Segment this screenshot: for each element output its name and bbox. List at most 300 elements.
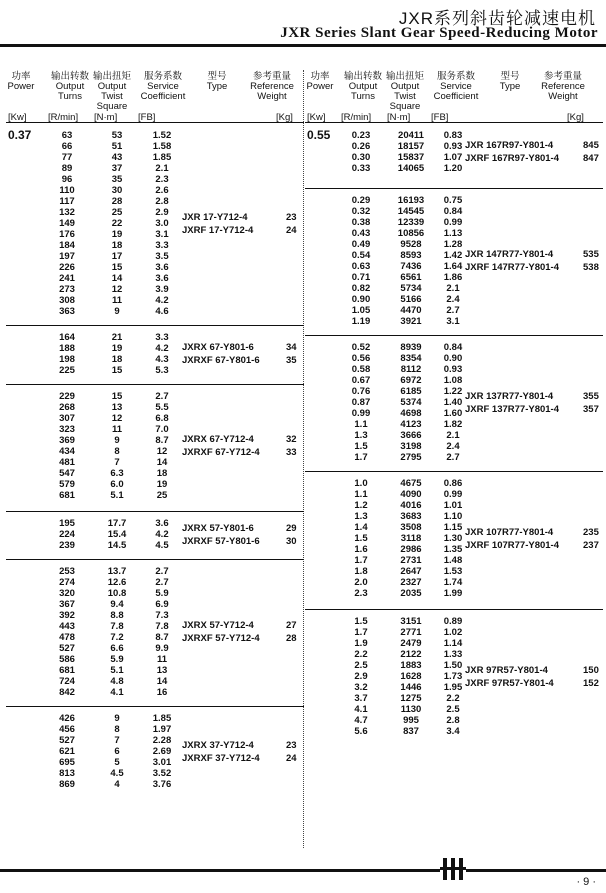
model-name: JXRXF 37-Y712-4 — [182, 752, 260, 764]
service-coefficient-value: 1.50 — [443, 660, 463, 671]
table-group — [305, 471, 603, 609]
jx-logo-icon — [440, 855, 466, 885]
model-weight: 35 — [286, 355, 297, 366]
model-weight: 150 — [583, 664, 599, 676]
table-row — [305, 294, 603, 305]
header-power-unit: [Kw] — [307, 112, 326, 123]
output-twist-value: 43 — [111, 152, 123, 163]
header-service-line: Service — [440, 81, 472, 92]
output-turns-value: 621 — [59, 746, 75, 757]
table-row — [305, 726, 603, 737]
header-weight-unit: [Kg] — [567, 112, 584, 123]
output-twist-value: 5.1 — [110, 665, 124, 676]
model-name: JXRXF 57-Y801-6 — [182, 535, 260, 547]
header-weight — [246, 72, 298, 102]
service-coefficient-value: 0.93 — [443, 364, 463, 375]
output-turns-value: 239 — [59, 540, 75, 551]
service-coefficient-value: 5.3 — [155, 365, 169, 376]
output-turns-value: 1.8 — [354, 566, 368, 577]
model-name: JXR 137R77-Y801-4 — [465, 390, 554, 402]
output-turns-value: 77 — [61, 152, 73, 163]
model-types — [182, 739, 297, 765]
output-turns-value: 527 — [59, 643, 75, 654]
table-row — [6, 196, 304, 207]
output-turns-value: 0.87 — [351, 397, 371, 408]
output-twist-value: 4.5 — [110, 768, 124, 779]
output-twist-value: 3118 — [400, 533, 422, 544]
service-coefficient-value: 1.52 — [152, 130, 172, 141]
model-entry — [465, 261, 599, 274]
model-weight: 235 — [583, 526, 599, 538]
model-entry — [182, 522, 297, 535]
service-coefficient-value: 2.4 — [446, 294, 460, 305]
output-turns-value: 268 — [59, 402, 75, 413]
output-twist-value: 6561 — [400, 272, 422, 283]
output-twist-value: 20411 — [398, 130, 424, 141]
service-coefficient-value: 4.2 — [155, 343, 169, 354]
table-row — [6, 713, 304, 724]
service-coefficient-value: 0.93 — [443, 141, 463, 152]
header-output-turns-line: Turns — [58, 91, 82, 102]
service-coefficient-value: 6.8 — [155, 413, 169, 424]
output-twist-value: 17 — [111, 251, 123, 262]
service-coefficient-value: 2.6 — [155, 185, 169, 196]
service-coefficient-value: 0.83 — [443, 130, 463, 141]
service-coefficient-value: 2.7 — [155, 577, 169, 588]
table-row — [305, 660, 603, 671]
service-coefficient-value: 1.30 — [443, 533, 463, 544]
output-twist-value: 4016 — [400, 500, 422, 511]
header-service-line: Coefficient — [140, 91, 186, 102]
table-row — [305, 452, 603, 463]
output-turns-value: 363 — [59, 306, 75, 317]
table-group — [305, 188, 603, 335]
header-output-turns-line: Output — [348, 81, 378, 92]
service-coefficient-value: 2.1 — [446, 430, 460, 441]
table-row — [305, 693, 603, 704]
output-twist-value: 1883 — [400, 660, 422, 671]
output-turns-value: 478 — [59, 632, 75, 643]
output-twist-value: 8939 — [400, 342, 422, 353]
output-turns-value: 323 — [59, 424, 75, 435]
model-weight: 24 — [286, 224, 297, 236]
model-entry — [182, 224, 297, 237]
header-service-line: Service — [147, 81, 179, 92]
service-coefficient-value: 3.76 — [152, 779, 172, 790]
table-row — [6, 152, 304, 163]
table-row — [305, 206, 603, 217]
model-name: JXR 147R77-Y801-4 — [465, 249, 554, 260]
table-row — [305, 441, 603, 452]
output-turns-value: 586 — [59, 654, 75, 665]
service-coefficient-value: 19 — [156, 479, 168, 490]
table-row — [305, 649, 603, 660]
output-turns-value: 274 — [59, 577, 75, 588]
output-twist-value: 5.9 — [110, 654, 124, 665]
service-coefficient-value: 0.99 — [443, 217, 463, 228]
output-twist-value: 19 — [111, 343, 123, 354]
header-output-twist-line: 输出扭矩 — [385, 71, 424, 82]
header-power-line: Power — [306, 81, 334, 92]
service-coefficient-value: 1.48 — [443, 555, 463, 566]
output-twist-value: 5734 — [400, 283, 422, 294]
output-twist-value: 8593 — [400, 250, 422, 261]
output-turns-value: 4.1 — [354, 704, 368, 715]
service-coefficient-value: 1.82 — [443, 419, 463, 430]
model-types — [182, 619, 297, 645]
header-output-turns — [46, 72, 94, 102]
table-row — [305, 316, 603, 327]
output-twist-value: 9 — [114, 306, 120, 317]
service-coefficient-value: 2.7 — [446, 305, 460, 316]
header-output-turns — [339, 72, 387, 102]
output-turns-value: 225 — [59, 365, 75, 376]
header-type-line: Type — [499, 81, 521, 92]
service-coefficient-value: 6.9 — [155, 599, 169, 610]
model-weight: 152 — [583, 677, 599, 689]
header-rule — [6, 122, 304, 123]
header-power-line: Power — [7, 81, 35, 92]
output-twist-value: 14065 — [397, 163, 425, 174]
model-entry — [182, 632, 297, 645]
header-service-unit: [FB] — [431, 112, 449, 123]
output-turns-value: 0.29 — [351, 195, 371, 206]
output-turns-value: 1.3 — [354, 511, 368, 522]
output-turns-value: 307 — [59, 413, 75, 424]
service-coefficient-value: 4.5 — [155, 540, 169, 551]
output-twist-value: 14545 — [397, 206, 425, 217]
output-turns-value: 66 — [61, 141, 73, 152]
model-types — [465, 526, 599, 552]
table-row — [6, 468, 304, 479]
output-twist-value: 2327 — [400, 577, 422, 588]
output-turns-value: 0.90 — [351, 294, 371, 305]
service-coefficient-value: 0.84 — [443, 206, 463, 217]
output-turns-value: 1.4 — [354, 522, 368, 533]
output-twist-value: 7.2 — [110, 632, 124, 643]
service-coefficient-value: 2.8 — [446, 715, 460, 726]
table-row — [305, 588, 603, 599]
output-twist-value: 995 — [403, 715, 419, 726]
output-twist-value: 7 — [114, 735, 120, 746]
service-coefficient-value: 1.10 — [443, 511, 463, 522]
output-turns-value: 426 — [59, 713, 75, 724]
model-name: JXRF 167R97-Y801-4 — [465, 153, 559, 164]
output-twist-value: 1275 — [400, 693, 422, 704]
output-turns-value: 1.2 — [354, 500, 368, 511]
service-coefficient-value: 2.7 — [446, 452, 460, 463]
output-turns-value: 0.82 — [351, 283, 371, 294]
service-coefficient-value: 3.6 — [155, 273, 169, 284]
model-types — [182, 341, 297, 367]
header-output-twist-line: Output — [390, 81, 420, 92]
table-group — [6, 124, 304, 325]
output-turns-value: 1.5 — [354, 616, 368, 627]
table-row — [6, 185, 304, 196]
table-group — [305, 609, 603, 745]
output-turns-value: 3.7 — [354, 693, 368, 704]
output-turns-value: 681 — [59, 490, 75, 501]
output-twist-value: 1446 — [400, 682, 422, 693]
table-row — [6, 295, 304, 306]
header-weight-line: Reference — [541, 81, 585, 92]
output-twist-value: 8354 — [400, 353, 422, 364]
table-row — [305, 638, 603, 649]
header-type-line: 型号 — [500, 71, 520, 82]
model-name: JXRX 57-Y801-6 — [182, 522, 254, 534]
output-turns-value: 1.3 — [354, 430, 368, 441]
header-output-twist-line: Twist — [101, 91, 123, 102]
service-coefficient-value: 2.2 — [446, 693, 460, 704]
model-weight: 30 — [286, 535, 297, 547]
output-turns-value: 1.5 — [354, 441, 368, 452]
model-name: JXRF 107R77-Y801-4 — [465, 539, 559, 551]
service-coefficient-value: 3.1 — [155, 229, 169, 240]
table-row — [305, 682, 603, 693]
model-entry — [465, 248, 599, 261]
table-row — [6, 779, 304, 790]
output-twist-value: 9.4 — [110, 599, 124, 610]
service-coefficient-value: 9.9 — [155, 643, 169, 654]
service-coefficient-value: 1.40 — [443, 397, 463, 408]
output-twist-value: 6 — [114, 746, 120, 757]
header-rule — [305, 122, 603, 123]
output-twist-value: 17.7 — [107, 518, 127, 529]
model-entry — [465, 664, 599, 677]
service-coefficient-value: 4.3 — [155, 354, 169, 365]
output-twist-value: 12.6 — [107, 577, 127, 588]
service-coefficient-value: 12 — [156, 446, 168, 457]
service-coefficient-value: 3.6 — [155, 262, 169, 273]
output-turns-value: 369 — [59, 435, 75, 446]
output-turns-value: 96 — [61, 174, 73, 185]
output-twist-value: 13.7 — [107, 566, 127, 577]
header-weight-line: Reference — [250, 81, 294, 92]
model-weight: 32 — [286, 434, 297, 445]
output-twist-value: 37 — [111, 163, 123, 174]
table-row — [6, 665, 304, 676]
output-turns-value: 0.71 — [351, 272, 371, 283]
service-coefficient-value: 5.9 — [155, 588, 169, 599]
output-twist-value: 4123 — [400, 419, 422, 430]
output-turns-value: 695 — [59, 757, 75, 768]
header-output-twist-line: Output — [97, 81, 127, 92]
table-group — [6, 384, 304, 511]
model-types — [182, 211, 297, 237]
output-turns-value: 1.7 — [354, 452, 368, 463]
model-weight: 355 — [583, 390, 599, 402]
header-type — [192, 72, 242, 92]
service-coefficient-value: 1.15 — [443, 522, 463, 533]
service-coefficient-value: 1.22 — [443, 386, 463, 397]
table-row — [305, 353, 603, 364]
service-coefficient-value: 1.74 — [443, 577, 463, 588]
table-group — [305, 335, 603, 471]
header-service-line: 服务系数 — [143, 71, 182, 82]
model-name: JXR 17-Y712-4 — [182, 211, 248, 223]
table-row — [305, 500, 603, 511]
output-turns-value: 1.7 — [354, 555, 368, 566]
table-row — [6, 130, 304, 141]
service-coefficient-value: 0.90 — [443, 353, 463, 364]
output-turns-value: 1.5 — [354, 533, 368, 544]
output-turns-value: 1.6 — [354, 544, 368, 555]
model-name: JXRF 97R57-Y801-4 — [465, 677, 554, 689]
output-turns-value: 229 — [59, 391, 75, 402]
output-turns-value: 0.58 — [351, 364, 371, 375]
output-twist-value: 2035 — [400, 588, 422, 599]
table-group — [6, 706, 304, 798]
output-turns-value: 3.2 — [354, 682, 368, 693]
service-coefficient-value: 3.4 — [446, 726, 460, 737]
output-twist-value: 6972 — [400, 375, 422, 386]
output-turns-value: 0.43 — [351, 228, 371, 239]
output-twist-value: 15 — [111, 391, 123, 402]
output-twist-value: 837 — [403, 726, 419, 737]
output-twist-value: 15 — [111, 262, 123, 273]
table-row — [6, 599, 304, 610]
output-twist-value: 4698 — [400, 408, 422, 419]
header-output-twist — [92, 72, 132, 112]
output-twist-value: 8112 — [400, 364, 422, 375]
output-turns-value: 0.67 — [351, 375, 371, 386]
service-coefficient-value: 1.85 — [152, 713, 172, 724]
model-name: JXRF 147R77-Y801-4 — [465, 262, 559, 273]
output-twist-value: 18 — [111, 354, 123, 365]
service-coefficient-value: 1.64 — [443, 261, 463, 272]
model-entry — [182, 433, 297, 446]
model-entry — [182, 739, 297, 752]
output-twist-value: 10.8 — [107, 588, 127, 599]
service-coefficient-value: 0.84 — [443, 342, 463, 353]
output-turns-value: 392 — [59, 610, 75, 621]
model-entry — [182, 211, 297, 224]
output-turns-value: 0.32 — [351, 206, 371, 217]
table-row — [6, 413, 304, 424]
header-weight-line: Weight — [548, 91, 578, 102]
output-twist-value: 10856 — [397, 228, 425, 239]
output-twist-value: 2771 — [400, 627, 422, 638]
output-twist-value: 4090 — [400, 489, 422, 500]
service-coefficient-value: 2.7 — [155, 566, 169, 577]
service-coefficient-value: 4.2 — [155, 295, 169, 306]
output-twist-value: 15.4 — [107, 529, 127, 540]
model-name: JXR 97R57-Y801-4 — [465, 664, 548, 676]
table-row — [6, 218, 304, 229]
power-value: 0.55 — [307, 128, 331, 142]
output-turns-value: 241 — [59, 273, 75, 284]
output-turns-value: 443 — [59, 621, 75, 632]
power-value: 0.37 — [8, 128, 32, 142]
service-coefficient-value: 3.01 — [152, 757, 172, 768]
service-coefficient-value: 3.3 — [155, 332, 169, 343]
service-coefficient-value: 2.1 — [155, 163, 169, 174]
output-twist-value: 2795 — [400, 452, 422, 463]
service-coefficient-value: 2.1 — [446, 283, 460, 294]
table-row — [305, 511, 603, 522]
service-coefficient-value: 3.5 — [155, 251, 169, 262]
table-row — [305, 195, 603, 206]
header-type-line: 型号 — [207, 71, 227, 82]
service-coefficient-value: 1.53 — [443, 566, 463, 577]
service-coefficient-value: 1.14 — [443, 638, 463, 649]
output-turns-value: 0.26 — [351, 141, 371, 152]
table-row — [305, 283, 603, 294]
output-twist-value: 4.8 — [110, 676, 124, 687]
model-types — [465, 248, 599, 274]
table-row — [6, 229, 304, 240]
header-output-twist-line: Twist — [394, 91, 416, 102]
model-entry — [182, 446, 297, 459]
service-coefficient-value: 1.07 — [443, 152, 463, 163]
output-twist-value: 5.1 — [110, 490, 124, 501]
table-row — [6, 402, 304, 413]
model-name: JXRXF 67-Y712-4 — [182, 447, 260, 458]
service-coefficient-value: 3.3 — [155, 240, 169, 251]
table-row — [305, 555, 603, 566]
output-twist-value: 8 — [114, 446, 120, 457]
model-entry — [182, 752, 297, 765]
output-turns-value: 0.33 — [351, 163, 371, 174]
table-row — [6, 240, 304, 251]
header-output-turns-unit: [R/min] — [341, 112, 372, 123]
output-twist-value: 18 — [111, 240, 123, 251]
table-row — [6, 768, 304, 779]
output-twist-value: 2647 — [400, 566, 422, 577]
table-group — [6, 559, 304, 706]
service-coefficient-value: 1.13 — [443, 228, 463, 239]
table-row — [6, 207, 304, 218]
output-turns-value: 198 — [59, 354, 75, 365]
header-output-twist-unit: [N·m] — [94, 112, 118, 123]
table-row — [6, 174, 304, 185]
output-twist-value: 6.0 — [110, 479, 124, 490]
output-twist-value: 11 — [111, 295, 123, 306]
output-twist-value: 2731 — [400, 555, 422, 566]
table-row — [6, 577, 304, 588]
model-name: JXRX 57-Y712-4 — [182, 620, 254, 631]
service-coefficient-value: 3.6 — [155, 518, 169, 529]
output-twist-value: 7436 — [400, 261, 422, 272]
service-coefficient-value: 8.7 — [155, 632, 169, 643]
table-row — [6, 479, 304, 490]
header-output-turns-line: Turns — [351, 91, 375, 102]
model-types — [465, 390, 599, 416]
model-name: JXRX 67-Y712-4 — [182, 434, 254, 445]
model-types — [465, 139, 599, 165]
output-turns-value: 842 — [59, 687, 75, 698]
output-twist-value: 5166 — [400, 294, 422, 305]
output-twist-value: 3198 — [400, 441, 422, 452]
header-output-turns-unit: [R/min] — [48, 112, 79, 123]
service-coefficient-value: 1.35 — [443, 544, 463, 555]
header-output-twist-line: Square — [96, 101, 128, 112]
output-twist-value: 3151 — [400, 616, 422, 627]
header-rule — [0, 44, 606, 47]
table-row — [6, 676, 304, 687]
header-power-unit: [Kw] — [8, 112, 27, 123]
table-row — [6, 724, 304, 735]
service-coefficient-value: 1.20 — [443, 163, 463, 174]
output-turns-value: 481 — [59, 457, 75, 468]
header-weight-line: 参考重量 — [252, 71, 291, 82]
service-coefficient-value: 16 — [156, 687, 168, 698]
model-entry — [465, 152, 599, 165]
output-turns-value: 869 — [59, 779, 75, 790]
output-turns-value: 1.05 — [351, 305, 371, 316]
footer-rule — [0, 869, 606, 872]
table-row — [305, 305, 603, 316]
